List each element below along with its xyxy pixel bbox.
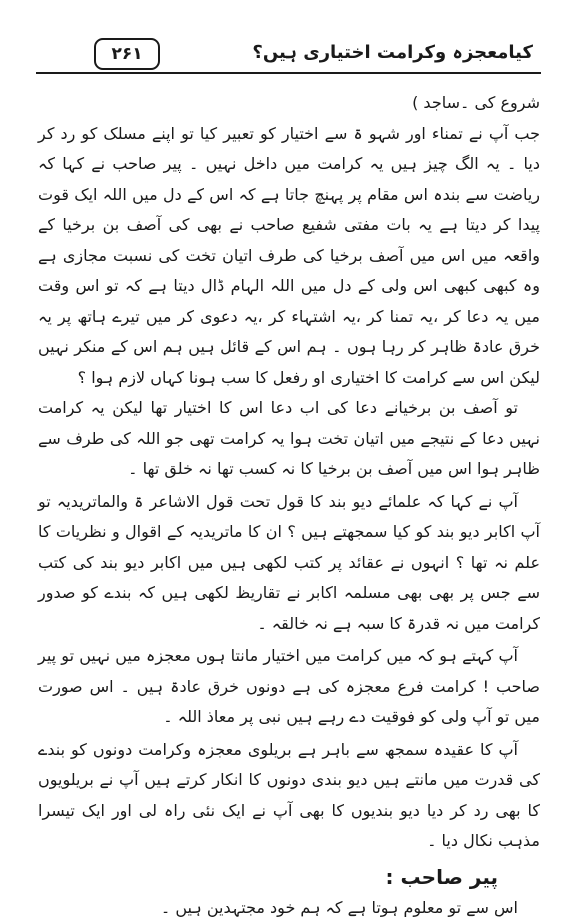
paragraph-6: آپ کا عقیدہ سمجھ سے باہر ہے بریلوی معجزہ وکرامت دونوں کو بندے کی قدرت میں مانتے ہیں دیو بندی دونوں کا انکار کرتے ہیں آپ نے بریلویوں کا بھی رد کر دیا دیو بندیوں کا بھی آپ نے ایک نئی راہ لی اور ایک تیسرا مذہب نکال دیا ۔ bbox=[38, 735, 540, 857]
paragraph-4: آپ نے کہا کہ علمائے دیو بند کا قول تحت قول الاشاعر ۃ والماتریدیہ تو آپ اکابر دیو بند کو کیا سمجھتے ہیں ؟ ان کا ماتریدیہ کے اقوال و نظریات کا علم نہ تھا ؟ انہوں نے عقائد پر کتب لکھی ہیں میں اکابر دیو بند کی کتب سے جس پر بھی بھی مسلمہ اکابر نے تقاریظ لکھی ہیں کہ بندے کو صدور کرامت میں نہ قدرۃ کا سبہ ہے نہ خالقہ ۔ bbox=[38, 487, 540, 640]
paragraph-5: آپ کہتے ہو کہ میں کرامت میں اختیار مانتا ہوں معجزہ میں نہیں تو پیر صاحب ! کرامت فرع معجزہ کی ہے دونوں خرق عادۃ ہیں ۔ اس صورت میں تو آپ ولی کو فوقیت دے رہے ہیں نبی پر معاذ اللہ ۔ bbox=[38, 641, 540, 733]
page-header bbox=[36, 32, 541, 76]
page-number: ۲۶۱ bbox=[94, 38, 160, 70]
paragraph-3: تو آصف بن برخیانے دعا کی اب دعا اس کا اختیار تھا لیکن یہ کرامت نہیں دعا کے نتیجے میں اتیان تخت ہوا یہ کرامت تھی جو اللہ کی طرف سے ظاہر ہوا اس میں آصف بن برخیا کا نہ کسب تھا نہ خلق تھا ۔ bbox=[38, 393, 540, 485]
running-title: کیامعجزہ وکرامت اختیاری ہیں؟ bbox=[193, 38, 533, 68]
section-heading: پیر صاحب : bbox=[38, 861, 498, 893]
paragraph-7: اس سے تو معلوم ہوتا ہے کہ ہم خود مجتہدین ہیں ۔ bbox=[38, 893, 540, 923]
header-rule bbox=[36, 72, 541, 74]
page-body bbox=[38, 88, 540, 868]
paragraph-1: شروع کی ۔ساجد ) bbox=[38, 88, 540, 119]
paragraph-2: جب آپ نے تمناء اور شہو ۃ سے اختیار کو تعبیر کیا تو اپنے مسلک کو رد کر دیا ۔ یہ الگ چیز ہیں یہ کرامت میں داخل نہیں ۔ پیر صاحب نے کہا کہ ریاضت سے بندہ اس مقام پر پہنچ جاتا ہے کہ اس کے دل میں اللہ ایک قوت پیدا کر دیتا ہے یہ بات مفتی شفیع صاحب نے بھی کی آصف بن برخیا کے واقعہ میں اس میں آصف برخیا کی طرف اتیان تخت کی نسبت مجازی ہے وہ کبھی کبھی اس ولی کے دل میں اللہ الہام ڈال دیتا ہے کہ تو اس وقت میں یہ دعا کر ،یہ تمنا کر ،یہ اشتہاء کر ،یہ دعوی کر میں تیرے ہاتھ پر یہ خرق عادۃ ظاہر کر رہا ہوں ۔ ہم اس کے قائل ہیں ہم اس کے منکر نہیں لیکن اس سے کرامت کا اختیاری او رفعل کا سب ہونا کہاں لازم ہوا ؟ bbox=[38, 119, 540, 394]
